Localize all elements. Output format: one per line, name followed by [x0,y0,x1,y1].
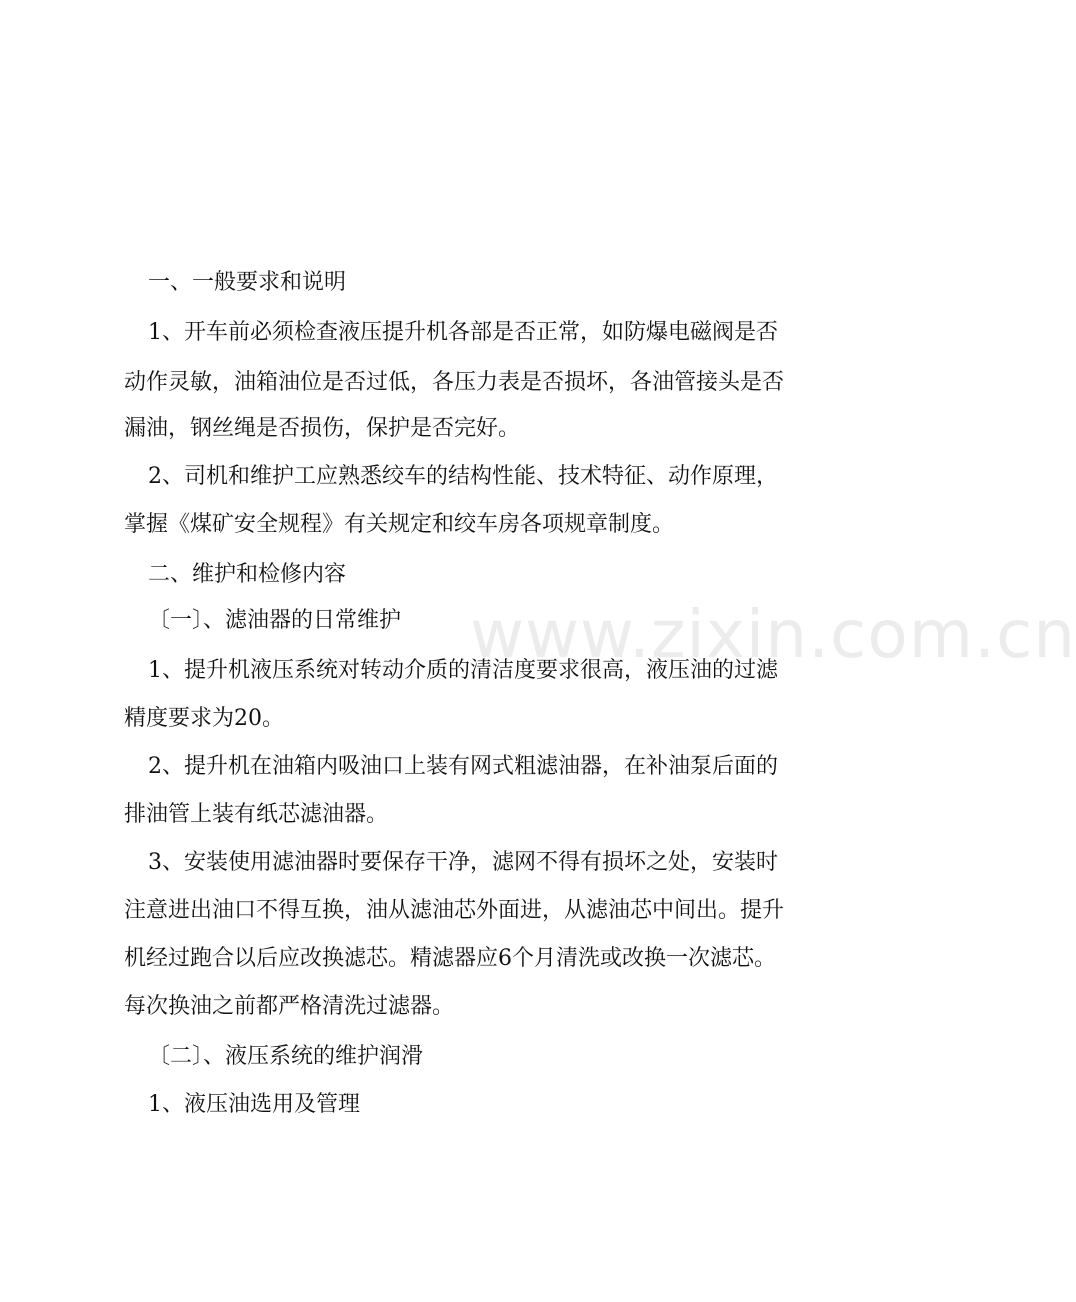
paragraph-line: 漏油，钢丝绳是否损伤，保护是否完好。 [124,416,521,441]
paragraph-line: 1、提升机液压系统对转动介质的清洁度要求很高，液压油的过滤 [148,658,778,683]
paragraph-line: 掌握《煤矿安全规程》有关规定和绞车房各项规章制度。 [124,512,675,537]
paragraph-line: 2、提升机在油箱内吸油口上装有网式粗滤油器，在补油泵后面的 [148,754,778,779]
paragraph-line: 每次换油之前都严格清洗过滤器。 [124,994,455,1019]
paragraph-line: 动作灵敏，油箱油位是否过低，各压力表是否损坏，各油管接头是否 [124,370,785,395]
paragraph-line: 2、司机和维护工应熟悉绞车的结构性能、技术特征、动作原理， [148,464,778,489]
subsection-heading-filter: 〔一〕、滤油器的日常维护 [148,608,402,633]
watermark-text: www.zixin.com.cn [470,596,1076,673]
paragraph-line: 排油管上装有纸芯滤油器。 [124,802,389,827]
paragraph-line: 3、安装使用滤油器时要保存干净，滤网不得有损坏之处，安装时 [148,850,778,875]
paragraph-line: 精度要求为20。 [124,706,284,731]
paragraph-line: 1、开车前必须检查液压提升机各部是否正常，如防爆电磁阀是否 [148,320,778,345]
subsection-heading-hydraulic: 〔二〕、液压系统的维护润滑 [148,1044,424,1069]
paragraph-line: 注意进出油口不得互换，油从滤油芯外面进，从滤油芯中间出。提升 [124,898,785,923]
paragraph-line: 机经过跑合以后应改换滤芯。精滤器应6个月清洗或改换一次滤芯。 [124,946,776,971]
section-heading-general: 一、一般要求和说明 [148,270,347,295]
section-heading-maintenance: 二、维护和检修内容 [148,562,347,587]
paragraph-line: 1、液压油选用及管理 [148,1092,360,1117]
